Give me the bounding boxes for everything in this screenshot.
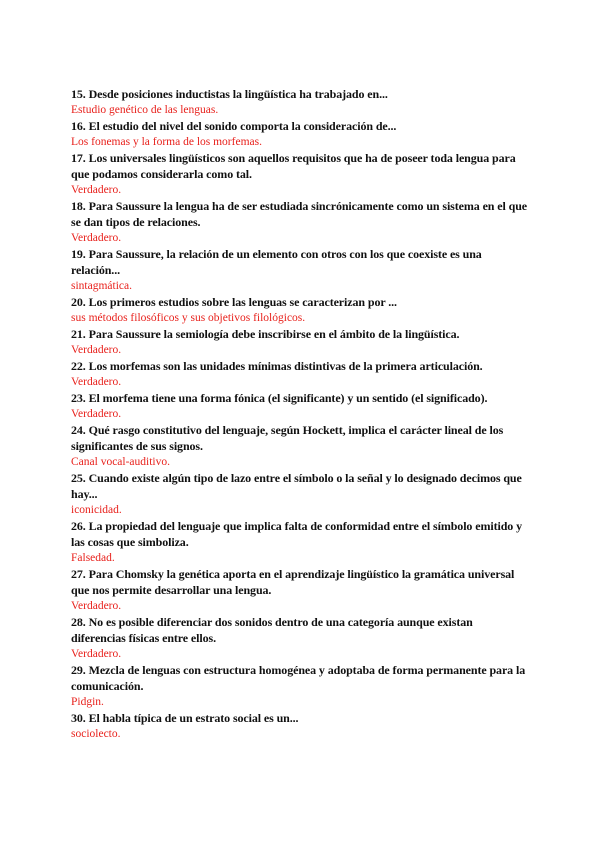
question-text: 28. No es posible diferenciar dos sonidos dentro de una categoría aunque existan diferencias físicas entre ellos.: [71, 615, 473, 645]
question-text: 23. El morfema tiene una forma fónica (el significante) y un sentido (el significado).: [71, 391, 488, 405]
answer-text: Verdadero.: [71, 344, 122, 356]
answer-text: Falsedad.: [71, 552, 115, 564]
question-text: 16. El estudio del nivel del sonido comporta la consideración de...: [71, 119, 397, 133]
answer-text: iconicidad.: [71, 504, 122, 516]
qa-item-20: [71, 294, 529, 326]
answer-text: Verdadero.: [71, 376, 122, 388]
answer-text: Canal vocal-auditivo.: [71, 456, 170, 468]
question-text: 22. Los morfemas son las unidades mínimas distintivas de la primera articulación.: [71, 359, 483, 373]
question-text: 18. Para Saussure la lengua ha de ser estudiada sincrónicamente como un sistema en el que se dan tipos de relaciones.: [71, 199, 528, 229]
qa-item-16: [71, 118, 529, 150]
question-text: 15. Desde posiciones inductistas la lingüística ha trabajado en...: [71, 87, 388, 101]
qa-item-29: [71, 662, 529, 710]
qa-item-23: [71, 390, 529, 422]
answer-text: Verdadero.: [71, 600, 122, 612]
answer-text: Verdadero.: [71, 408, 122, 420]
answer-text: Estudio genético de las lenguas.: [71, 104, 219, 116]
question-text: 27. Para Chomsky la genética aporta en el aprendizaje lingüístico la gramática universal que nos permite desarrollar una lengua.: [71, 567, 515, 597]
question-text: 25. Cuando existe algún tipo de lazo entre el símbolo o la señal y lo designado decimos que hay...: [71, 471, 522, 501]
answer-text: sociolecto.: [71, 728, 121, 740]
question-text: 24. Qué rasgo constitutivo del lenguaje, según Hockett, implica el carácter lineal de los significantes de sus signos.: [71, 423, 504, 453]
answer-text: Verdadero.: [71, 232, 122, 244]
question-text: 17. Los universales lingüísticos son aquellos requisitos que ha de poseer toda lengua para que podamos considerarla como tal.: [71, 151, 516, 181]
question-text: 19. Para Saussure, la relación de un elemento con otros con los que coexiste es una relación...: [71, 247, 482, 277]
qa-item-15: [71, 86, 529, 118]
document-page: [71, 86, 529, 742]
question-text: 20. Los primeros estudios sobre las lenguas se caracterizan por ...: [71, 295, 397, 309]
question-text: 30. El habla típica de un estrato social es un...: [71, 711, 299, 725]
answer-text: Pidgin.: [71, 696, 104, 708]
answer-text: sus métodos filosóficos y sus objetivos filológicos.: [71, 312, 306, 324]
qa-item-21: [71, 326, 529, 358]
qa-item-27: [71, 566, 529, 614]
qa-item-18: [71, 198, 529, 246]
qa-item-25: [71, 470, 529, 518]
qa-item-19: [71, 246, 529, 294]
qa-item-22: [71, 358, 529, 390]
qa-item-30: [71, 710, 529, 742]
question-text: 21. Para Saussure la semiología debe inscribirse en el ámbito de la lingüística.: [71, 327, 460, 341]
question-text: 29. Mezcla de lenguas con estructura homogénea y adoptaba de forma permanente para la comunicación.: [71, 663, 526, 693]
qa-item-26: [71, 518, 529, 566]
answer-text: Los fonemas y la forma de los morfemas.: [71, 136, 262, 148]
answer-text: Verdadero.: [71, 184, 122, 196]
qa-item-17: [71, 150, 529, 198]
question-text: 26. La propiedad del lenguaje que implica falta de conformidad entre el símbolo emitido y las cosas que simboliza.: [71, 519, 522, 549]
answer-text: sintagmática.: [71, 280, 132, 292]
answer-text: Verdadero.: [71, 648, 122, 660]
qa-item-28: [71, 614, 529, 662]
qa-item-24: [71, 422, 529, 470]
